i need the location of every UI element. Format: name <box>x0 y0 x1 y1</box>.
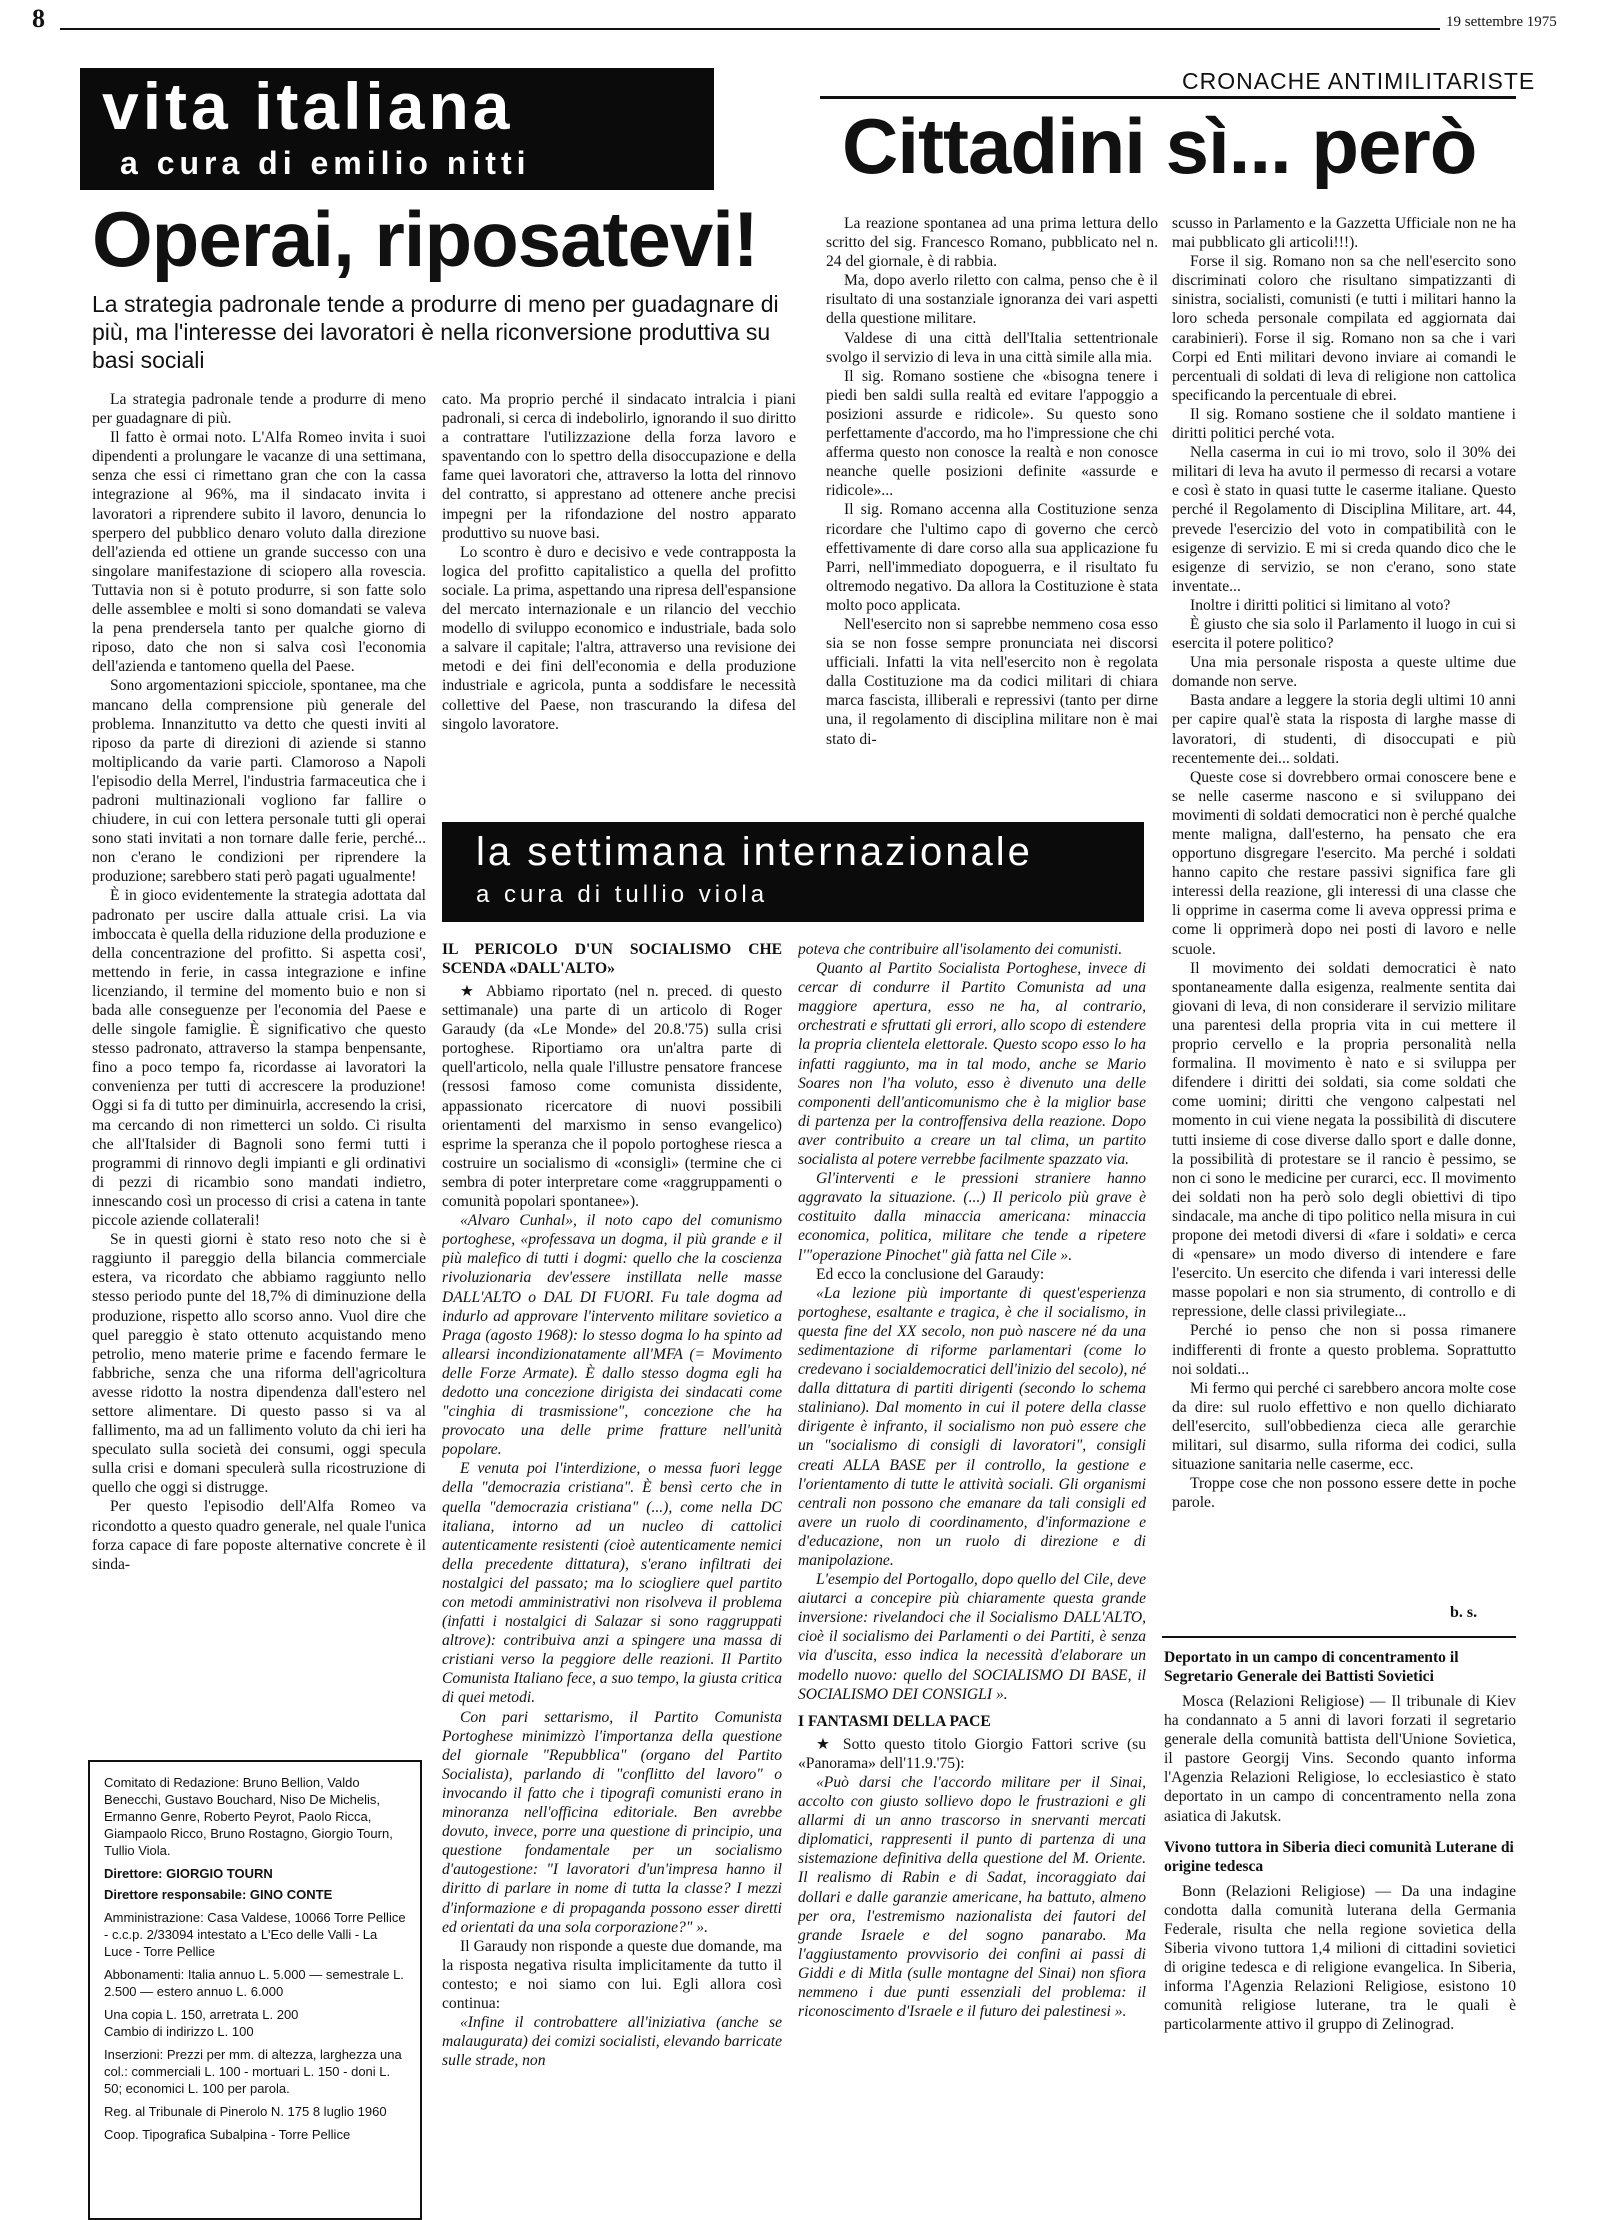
paragraph: La strategia padronale tende a produrre di meno per guadagnare di più. <box>92 391 426 428</box>
editorial-box <box>88 1760 422 2220</box>
paragraph: Se in questi giorni è stato reso noto che si è raggiunto il pareggio della bilancia commerciale estera, va ricordato che abbiamo raggiunto nello stesso periodo punte del 18,7% di diminuzione della produzione, rispetto allo scorso anno. Vuol dire che quel pareggio è stato ottenuto acquistando meno petrolio, meno materie prime e facendo fermare le fabbriche, senza che una riforma dell'agricoltura avesse ridotto la nostra dipendenza dall'estero nel settore alimentare. Di questo passo si va al fallimento, ma ad un fallimento voluto da chi ieri ha speculato sulla società dei consumi, oggi specula sulla crisi e domani speculerà sulla ricostruzione di quello che oggi si distrugge. <box>92 1231 426 1497</box>
paragraph: «Infine il controbattere all'iniziativa (anche se malaugurata) dei comizi socialisti, elevando barricate sulle strade, non <box>442 2014 782 2070</box>
paragraph: Lo scontro è duro e decisivo e vede contrapposta la logica del profitto capitalistico a quella del profitto sociale. La prima, aspettando una ripresa dell'espansione del mercato internazionale e un rilancio del vecchio modello di sviluppo economico e industriale, bada solo a salvare il capitale; l'altra, attraverso una revisione dei metodi e dei fini dell'economia e della produzione industriale e agricola, punta a soddisfare le necessità collettive del Paese, non trascurando la difesa del singolo lavoratore. <box>442 543 796 733</box>
paragraph: La reazione spontanea ad una prima lettura dello scritto del sig. Francesco Romano, pubblicato nel n. 24 del giornale, è di rabbia. <box>826 215 1158 271</box>
cronache-column-1 <box>826 214 1158 804</box>
section-subtitle: a cura di tullio viola <box>476 881 769 908</box>
vita-column-1 <box>92 390 426 1730</box>
issue-date: 19 settembre 1975 <box>1446 14 1557 30</box>
address-change: Cambio di indirizzo L. 100 <box>104 2024 254 2039</box>
paragraph: Mi fermo qui perché ci sarebbero ancora molte cose da dire: sul ruolo effettivo e non quello dichiarato dell'esercito, sull'obbedienza cieca alle gerarchie militari, sul disarmo, sulla riforma dei codici, sulla situazione sanitaria nelle caserme, ecc. <box>1172 1379 1516 1474</box>
settimana-banner <box>442 822 1144 922</box>
paragraph: Forse il sig. Romano non sa che nell'esercito sono discriminati coloro che risultano simpatizzanti di sinistra, socialisti, comunisti (e tutti i militari hanno la loro scheda personale compilata ed aggiornata dai carabinieri). Forse il sig. Romano non sa che i vari Corpi ed Enti militari devono inviare ai comandi le percentuali di soldati di leva di religione non cattolica specificando la percentuale di ebrei. <box>1172 253 1516 404</box>
paragraph: Nell'esercito non si saprebbe nemmeno cosa esso sia se non fosse sempre pronunciata nei discorsi ufficiali. Infatti la vita nell'esercito non è regolata dalla Costituzione ma da codici militari di chiara marca fascista, illiberali e repressivi (tanto per dirne una, il regolamento di disciplina militare non è mai stato di- <box>826 615 1158 748</box>
paragraph: Il fatto è ormai noto. L'Alfa Romeo invita i suoi dipendenti a prolungare le vacanze di una settimana, senza che essi ci rimettano gran che con la cassa integrazione al 96%, ma il sindacato invita i lavoratori a riprendere subito il lavoro, denuncia lo sperpero del pubblico denaro voluto dalla direzione dell'azienda ed ottiene un grande successo con una singolare manifestazione di sciopero alla rovescia. Tuttavia non si è potuto produrre, si son fatte solo delle assemblee e molti si sono domandati se valeva la pena prendersela tanto per qualche giorno di riposo, dato che non si salva così l'economia dell'azienda e tantomeno quella del Paese. <box>92 429 426 676</box>
administration: Amministrazione: Casa Valdese, 10066 Torre Pellice - c.c.p. 2/33094 intestato a L'Eco delle Valli - La Luce - Torre Pellice <box>104 1910 406 1959</box>
section-heading: IL PERICOLO D'UN SOCIALISMO CHE SCENDA «DALL'ALTO» <box>442 941 782 977</box>
subscriptions: Abbonamenti: Italia annuo L. 5.000 — semestrale L. 2.500 — estero annuo L. 6.000 <box>104 1967 404 1999</box>
paragraph: Nella caserma in cui io mi trovo, solo il 30% dei militari di leva ha avuto il permesso di recarsi a votare e così è stato in quasi tutte le caserme italiane. Questo perché il Regolamento di Disciplina Militare, art. 44, prevede l'esercizio del voto in compatibilità con le esigenze di servizio. E mi si creda quando dico che le esigenze di servizio, se non c'erano, sono state inventate... <box>1172 444 1516 595</box>
settimana-column-2 <box>798 940 1146 2208</box>
section-title: vita italiana <box>102 69 514 143</box>
paragraph: «Può darsi che l'accordo militare per il Sinai, accolto con giusto sollievo dopo le frustrazioni e gli allarmi di un anno trascorso in snervanti mercati diplomatici, rappresenti il punto di partenza di una sistemazione definitiva della questione del M. Oriente. Il realismo di Rabin e di Sadat, incoraggiato dai dollari e dalle garanzie americane, ha battuto, almeno per ora, l'estremismo nazionalista dei fautori del grande Israele e del sogno panarabo. Ma l'aggiustamento provvisorio dei confini ai passi di Giddi e di Mitla (sulle montagne del Sinai) non sfiora nemmeno i due punti essenziali del problema: il riconoscimento d'Israele e il futuro dei palestinesi ». <box>798 1773 1146 2021</box>
section-title: la settimana internazionale <box>476 830 1033 874</box>
paragraph: Una mia personale risposta a queste ultime due domande non serve. <box>1172 654 1516 691</box>
paragraph: Mosca (Relazioni Religiose) — Il tribunale di Kiev ha condannato a 5 anni di lavori forzati il segretario generale della comunità battista dell'Unione Sovietica, il pastore Georgij Vins. Secondo quanto informa l'Agenzia Relazioni Religiose, lo ecclesiastico è stato deportato in un campo di concentramento nella zona asiatica di Jakutsk. <box>1164 1693 1516 1825</box>
paragraph: Inoltre i diritti politici si limitano al voto? <box>1190 596 1451 614</box>
paragraph: Ed ecco la conclusione del Garaudy: <box>816 1265 1045 1283</box>
vita-column-2 <box>442 390 796 810</box>
printer: Coop. Tipografica Subalpina - Torre Pellice <box>104 2127 351 2142</box>
paragraph: L'esempio del Portogallo, dopo quello del Cile, deve aiutarci a concepire più chiaramente questa grande inversione: rivelandoci che il Socialismo DALL'ALTO, cioè il socialismo dei Parlamenti o dei Partiti, è senza via d'uscita, esso indica la necessità d'elaborare un modello nuovo: quello del SOCIALISMO DI BASE, il SOCIALISMO DEI CONSIGLI ». <box>798 1571 1146 1703</box>
managing-editor: Direttore responsabile: GINO CONTE <box>104 1887 333 1902</box>
paragraph: ★ Sotto questo titolo Giorgio Fattori scrive (su «Panorama» dell'11.9.'75): <box>798 1735 1146 1772</box>
paragraph: Troppe cose che non possono essere dette in poche parole. <box>1172 1475 1516 1512</box>
paragraph: Il sig. Romano accenna alla Costituzione senza ricordare che l'ultimo capo di governo che cercò effettivamente di dare corso alla sua applicazione fu Parri, nell'immediato dopoguerra, e il risultato fu oltremodo negativo. Da allora la Costituzione è stata molto poco applicata. <box>826 501 1158 614</box>
paragraph: scusso in Parlamento e la Gazzetta Ufficiale non ne ha mai pubblicato gli articoli!!!). <box>1172 215 1516 252</box>
cronache-end-rule <box>1162 1636 1516 1638</box>
header-rule <box>60 28 1440 30</box>
registration: Reg. al Tribunale di Pinerolo N. 175 8 luglio 1960 <box>104 2104 387 2119</box>
paragraph: È in gioco evidentemente la strategia adottata dal padronato per uscire dalla attuale crisi. La via imboccata è quella della riduzione della produzione e della concentrazione del profitto. Si aspetta cosi', mettendo in ferie, in cassa integrazione e infine licenziando, il termine del momento buio e non si bada alle conseguenze per l'economia del Paese e delle singole famiglie. È significativo che questo stesso padronato, attraverso la stampa benpensante, fino a poco tempo fa, ricordasse ai lavoratori la convenienza per tutti di accrescere la produzione! Oggi si fa di tutto per diminuirla, accresendo la crisi, ma cercando di non rimetterci un soldo. Ci risulta che all'Italsider di Bagnoli sono fermi tutti i programmi di rinnovo degli impianti e gli ordinativi di pezzi di ricambio sono mandati indietro, innescando così un processo di crisi a catena in tante piccole aziende collaterali! <box>92 887 426 1230</box>
paragraph: Gl'interventi e le pressioni straniere hanno aggravato la situazione. (...) Il pericolo più grave è costituito dalla minaccia americana: minaccia economica, politica, militare che tende a ripetere l'"operazione Pinochet" già fatta nel Cile ». <box>798 1170 1146 1264</box>
paragraph: Il sig. Romano sostiene che il soldato mantiene i diritti politici perché vota. <box>1172 405 1516 443</box>
paragraph: poteva che contribuire all'isolamento dei comunisti. <box>798 941 1123 958</box>
paragraph: E venuta poi l'interdizione, o messa fuori legge della "democrazia cristiana". È bensì certo che in quella "democrazia cristiana" (...), come nella DC italiana, intorno ad un nucleo di cattolici autenticamente resistenti (cioè autenticamente nemici della precedente dittatura), s'erano infiltrati dei nostalgici del passato; ma lo sciogliere quel partito con metodi amministrativi non risolveva il problema (infatti i nostalgici di Salazar si sono raggruppati altrove): contribuiva anzi a spingere una massa di cristiani verso la peggiore delle reazioni. Il Partito Comunista Italiano fece, a suo tempo, la giusta critica di quei metodi. <box>442 1460 782 1707</box>
paragraph: «La lezione più importante di quest'esperienza portoghese, esaltante e tragica, è che il socialismo, in questa fine del XX secolo, non può nascere né da una sedimentazione di riforme parlamentari (come lo credevano i socialdemocratici dell'inizio del secolo), né dalla dittatura di partiti dirigenti (secondo lo schema staliniano). Dal momento in cui il potere della classe dirigente è infranto, il socialismo non può essere che un "socialismo di consigli di lavoratori", consigli creati ALLA BASE per il controllo, la gestione e l'orientamento di tutte le attività sociali. Gli organismi centrali non possono che emanare da tali consigli ed avere un ruolo di coordinamento, d'informazione e d'educazione, non un ruolo di direzione e di manipolazione. <box>798 1284 1146 1569</box>
paragraph: Bonn (Relazioni Religiose) — Da una indagine condotta dalla comunità luterana della Germania Federale, risulta che nella regione sovietica della Siberia vivono tuttora 1,4 milioni di cittadini sovietici di origine tedesca e di religione evangelica. In Siberia, informa l'Agenzia Relazioni Religiose, esistono 10 comunità religiose luterane, tra le quali è particolarmente attivo il gruppo di Zelinograd. <box>1164 1882 1516 2034</box>
advertising: Inserzioni: Prezzi per mm. di altezza, larghezza una col.: commerciali L. 100 - mortuari L. 150 - doni L. 50; economici L. 100 per parola. <box>104 2047 402 2096</box>
kicker: CRONACHE ANTIMILITARISTE <box>1182 68 1536 94</box>
vita-italiana-banner <box>80 68 714 190</box>
article-subheading: La strategia padronale tende a produrre di meno per guadagnare di più, ma l'interesse dei lavoratori è nella riconversione produttiva su basi sociali <box>92 291 779 373</box>
news-column <box>1164 1648 1516 2208</box>
paragraph: Il movimento dei soldati democratici è nato spontaneamente dalla esigenza, realmente sentita dai giovani di leva, di non considerare il servizio militare una parentesi della propria vita in cui mettere il proprio cervello e la propria personalità nella formalina. Il movimento è nato e si sviluppa per difendere i diritti dei soldati, sia come soldati che come uomini; diritti che vengono calpestati nel momento in cui viene negata la possibilità di discutere tutti insieme di cose diverse dallo sport e dalle donne, la possibilità di protestare se il rancio è pessimo, se non ci sono le medicine per curarci, ecc. Il movimento dei soldati non ha però solo degli obiettivi di tipo sindacale, ma anche di tipo politico nella misura in cui propone dei metodi diversi di «fare i soldati» e cerca di «pensare» un modo diverso di intendere e fare l'esercito. Un esercito che difenda i vari interessi delle masse popolari e non sia strumento, di controllo e di repressione, delle classi privilegiate... <box>1172 959 1516 1321</box>
paragraph: Il sig. Romano sostiene che «bisogna tenere i piedi ben saldi sulla realtà ed evitare l'appoggio a posizioni assurde e ridicole». Su questo sono perfettamente d'accordo, ma ho l'impressione che chi afferma questo non conosce la realtà e non conosce neanche quelle posizioni definite «assurde e ridicole»... <box>826 367 1158 500</box>
cronache-headline: Cittadini sì... però <box>842 102 1477 190</box>
paragraph: Per questo l'episodio dell'Alfa Romeo va ricondotto a questo quadro generale, nel quale l'unica forza capace di fare poposte alternative concrete è il sinda- <box>92 1498 426 1573</box>
cronache-column-2 <box>1172 214 1516 1574</box>
kicker-rule <box>820 96 1516 99</box>
page-number: 8 <box>32 4 45 33</box>
paragraph: Con pari settarismo, il Partito Comunista Portoghese minimizzò l'importanza della questione del giornale "Repubblica" (organo del Partito Socialista), parlando di "conflitto del lavoro" o invocando il fatto che i tipografi comunisti erano in minoranza nell'officina editoriale. Ben avrebbe dovuto, invece, porre una questione di principio, una questione fondamentale per un socialismo d'autogestione: "I lavoratori d'un'impresa hanno il diritto di parlare in nome di tutta la classe? I mezzi d'informazione e di propaganda possono esser diretti ed orientati da una sola corporazione?" ». <box>442 1708 782 1936</box>
paragraph: Queste cose si dovrebbero ormai conoscere bene e se nelle caserme nascono e si sviluppano dei movimenti di soldati democratici non è perché qualche mente maligna, dall'esterno, ha pensato che era opportuno disgregare l'esercito. Ma perché i soldati hanno capito che restare passivi significa fare gli interessi della reazione, gli interessi di una classe che li opprime in caserma come li aveva oppressi prima e come li opprimerà dopo nei posti di lavoro e nelle scuole. <box>1172 768 1516 958</box>
paragraph: Basta andare a leggere la storia degli ultimi 10 anni per capire qual'è stata la risposta di larghe masse di lavoratori, di studenti, di disoccupati e più recentemente dei... soldati. <box>1172 692 1516 767</box>
paragraph: Perché io penso che non si possa rimanere indifferenti di fronte a questo problema. Soprattutto noi soldati... <box>1172 1322 1516 1378</box>
paragraph: Ma, dopo averlo riletto con calma, penso che è il risultato di una sostanziale ignoranza dei vari aspetti della questione militare. <box>826 272 1158 328</box>
copy-price: Una copia L. 150, arretrata L. 200 <box>104 2007 299 2022</box>
editor: Direttore: GIORGIO TOURN <box>104 1866 273 1881</box>
paragraph: ★ Abbiamo riportato (nel n. preced. di questo settimanale) una parte di un articolo di Roger Garaudy (da «Le Monde» del 20.8.'75) sulla crisi portoghese. Riportiamo ora un'altra parte di quell'articolo, nella quale l'illustre pensatore francese (ressosi famoso come comunista dissidente, appassionato ricercatore di nuovi possibili orientamenti del marxismo in senso evangelico) esprime la speranza che il popolo portoghese riesca a costruire un socialismo di «consigli» (termine che ci sembra di poter interpretare come «raggruppamenti o comunità popolari spontanee»). <box>442 983 782 1211</box>
section-subtitle: a cura di emilio nitti <box>120 145 531 181</box>
paragraph: Sono argomentazioni spicciole, spontanee, ma che mancano della comprensione più generale del problema. Innanzitutto va detto che questi inviti al riposo da parte di direzioni di aziende si stanno moltiplicando da varie parti. Clamoroso a Napoli l'episodio della Merrel, l'industria farmaceutica che i padroni multinazionali vogliono far fallire o chiudere, in cui con lettera personale tutti gli operai sono stati invitati a non tornare dalle ferie, perché... non c'erano le condizioni per riprendere la produzione; sarebbero stati però pagati ugualmente! <box>92 677 426 886</box>
news-heading: Vivono tuttora in Siberia dieci comunità Luterane di origine tedesca <box>1164 1838 1514 1875</box>
paragraph: Valdese di una città dell'Italia settentrionale svolgo il servizio di leva in una città simile alla mia. <box>826 329 1158 366</box>
settimana-column-1 <box>442 940 782 2208</box>
section-heading: I FANTASMI DELLA PACE <box>798 1712 991 1730</box>
paragraph: cato. Ma proprio perché il sindacato intralcia i piani padronali, si cerca di indebolirlo, ignorando il suo diritto a contrattare l'utilizzazione della forza lavoro e spaventando con lo spettro della disoccupazione e della fame quei lavoratori che, attraverso la lotta del rinnovo del contratto, si apprestano ad ottenere anche precisi impegni per la rifondazione del nostro apparato produttivo su nuove basi. <box>442 391 796 542</box>
editorial-committee: Comitato di Redazione: Bruno Bellion, Valdo Benecchi, Gustavo Bouchard, Niso De Michelis, Ermanno Genre, Roberto Peyrot, Paolo Ricca, Giampaolo Ricco, Bruno Rostagno, Giorgio Tourn, Tullio Viola. <box>104 1775 393 1858</box>
paragraph: «Alvaro Cunhal», il noto capo del comunismo portoghese, «professava un dogma, il più grande e il più malefico di tutti i dogmi: quello che la coscienza rivoluzionaria dev'essere instillata nelle masse DALL'ALTO o DAL DI FUORI. Fu tale dogma ad indurlo ad approvare l'intervento militare sovietico a Praga (agosto 1968): lo stesso dogma lo ha spinto ad allearsi incondizionatamente all'MFA (= Movimento delle Forze Armate). È dallo stesso dogma egli ha dedotto una concezione dirigista dei sindacati come "cinghia di trasmissione", concezione che ha provocato una delle prime fratture nell'unità popolare. <box>442 1212 782 1459</box>
news-heading: Deportato in un campo di concentramento il Segretario Generale dei Battisti Sovietici <box>1164 1649 1459 1685</box>
article-headline: Operai, riposatevi! <box>92 195 758 283</box>
paragraph: Quanto al Partito Socialista Portoghese, invece di cercar di condurre il Partito Comunista ad una maggiore apertura, esso ne ha, al contrario, orchestrati e sfruttati gli errori, allo scopo di estendere la propria clientela elettorale. Questo scopo esso lo ha infatti raggiunto, ma in tal modo, anche se Mario Soares non l'ha voluto, esso è divenuto una delle componenti dell'anticomunismo che è la miglior base di partenza per la controffensiva della reazione. Dopo aver contribuito a creare un tal clima, un partito socialista al potere verrebbe facilmente spazzato via. <box>798 960 1146 1169</box>
paragraph: È giusto che sia solo il Parlamento il luogo in cui si esercita il potere politico? <box>1172 615 1516 653</box>
signature: b. s. <box>1450 1604 1478 1621</box>
paragraph: Il Garaudy non risponde a queste due domande, ma la risposta negativa risulta implicitamente da tutto il contesto; e noi siamo con lui. Egli allora così continua: <box>442 1937 782 2012</box>
